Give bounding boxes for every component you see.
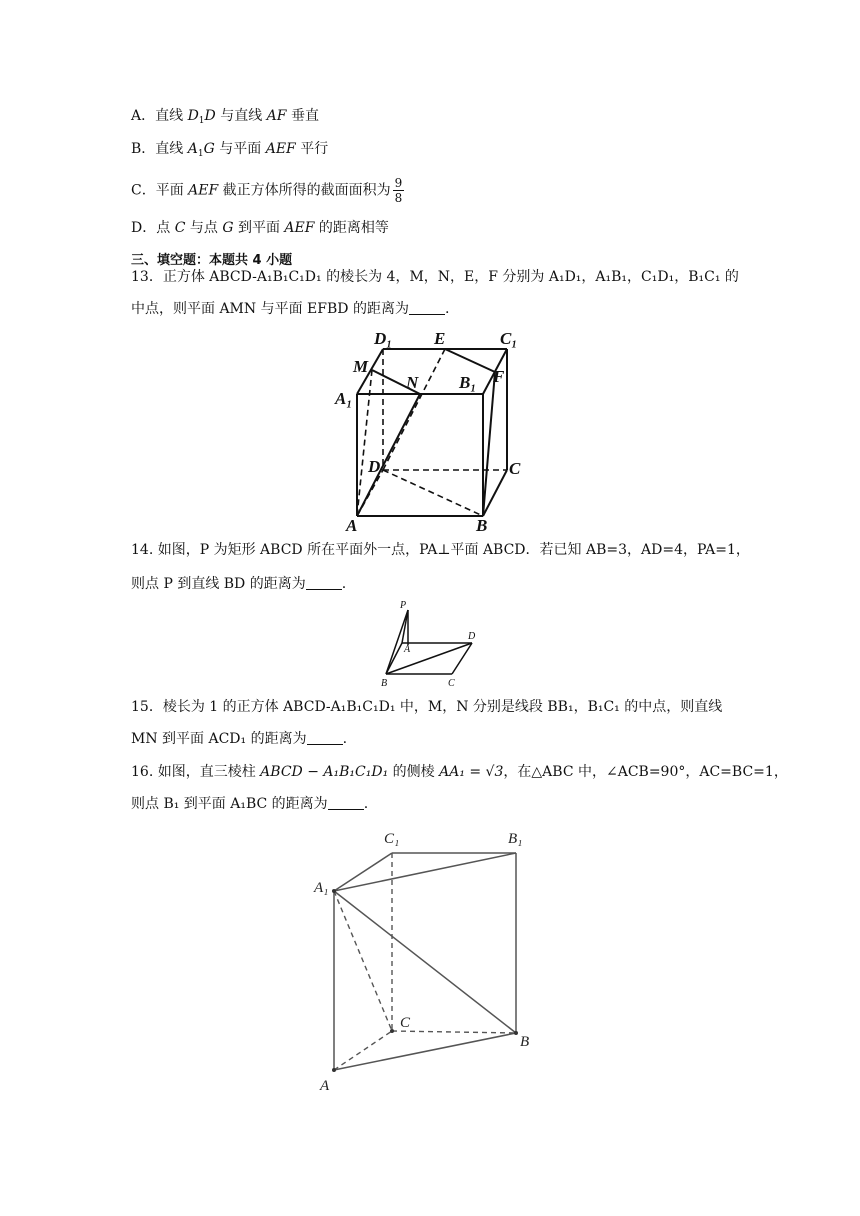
label-p: P [400,600,407,611]
label-d: D [368,457,381,476]
label-c: C [400,1015,411,1031]
label-e: E [434,329,446,348]
answer-blank [306,575,342,590]
label-b: B [381,678,388,689]
q15-line1: 15．棱长为 1 的正方体 ABCD-A₁B₁C₁D₁ 中，M，N 分别是线段 BB₁，B₁C₁ 的中点，则直线 [131,699,723,715]
section-title: 三、填空题：本题共 4 小题 [131,253,293,268]
label-m: M [353,357,369,376]
label-d: D [468,631,476,642]
label-n: N [406,373,419,392]
label-c1: C₁ [500,329,518,348]
option-a: A．直线 $D_1D$ 与直线 AF 垂直 [131,108,319,126]
label-a1: A₁ [314,880,329,896]
label-d1: D₁ [374,329,393,348]
option-c: C．平面 AEF 截正方体所得的截面面积为 $\frac{9}{8}$ [131,176,403,205]
answer-blank [307,730,343,745]
label-a1: A₁ [335,389,353,408]
answer-blank [328,795,364,810]
label-b: B [520,1034,530,1050]
label-b1: B₁ [459,373,477,392]
q15-line2: MN 到平面 ACD₁ 的距离为 . [131,731,348,747]
label-b: B [476,516,488,535]
label-c: C [509,459,521,478]
label-b1: B₁ [508,831,523,847]
q14-line1: 14. 如图，P 为矩形 ABCD 所在平面外一点，PA⊥平面 ABCD．若已知 AB=3，AD=4，PA=1， [131,542,750,558]
option-b: B．直线 $A_1G$ 与平面 AEF 平行 [131,141,329,159]
option-d: D．点 C 与点 G 到平面 AEF 的距离相等 [131,220,389,236]
answer-blank [409,300,445,315]
label-c1: C₁ [384,831,400,847]
label-c: C [448,678,455,689]
fraction: $\frac{9}{8}$ [394,176,403,205]
q13-line1: 13．正方体 ABCD-A₁B₁C₁D₁ 的棱长为 4，M，N，E，F 分别为 A₁D₁，A₁B₁，C₁D₁，B₁C₁ 的 [131,269,739,285]
q16-line2: 则点 B₁ 到平面 A₁BC 的距离为 . [131,796,369,812]
q13-line2: 中点，则平面 AMN 与平面 EFBD 的距离为 . [131,301,450,317]
label-a: A [404,644,411,655]
q14-line2: 则点 P 到直线 BD 的距离为 . [131,576,347,592]
q16-line1: 16. 如图，直三棱柱 ABCD − A₁B₁C₁D₁ 的侧棱 AA₁ = √3，在△ABC 中，∠ACB=90°，AC=BC=1， [131,764,788,780]
label-f: F [493,367,505,386]
label-a: A [346,516,358,535]
label-a: A [320,1078,330,1094]
